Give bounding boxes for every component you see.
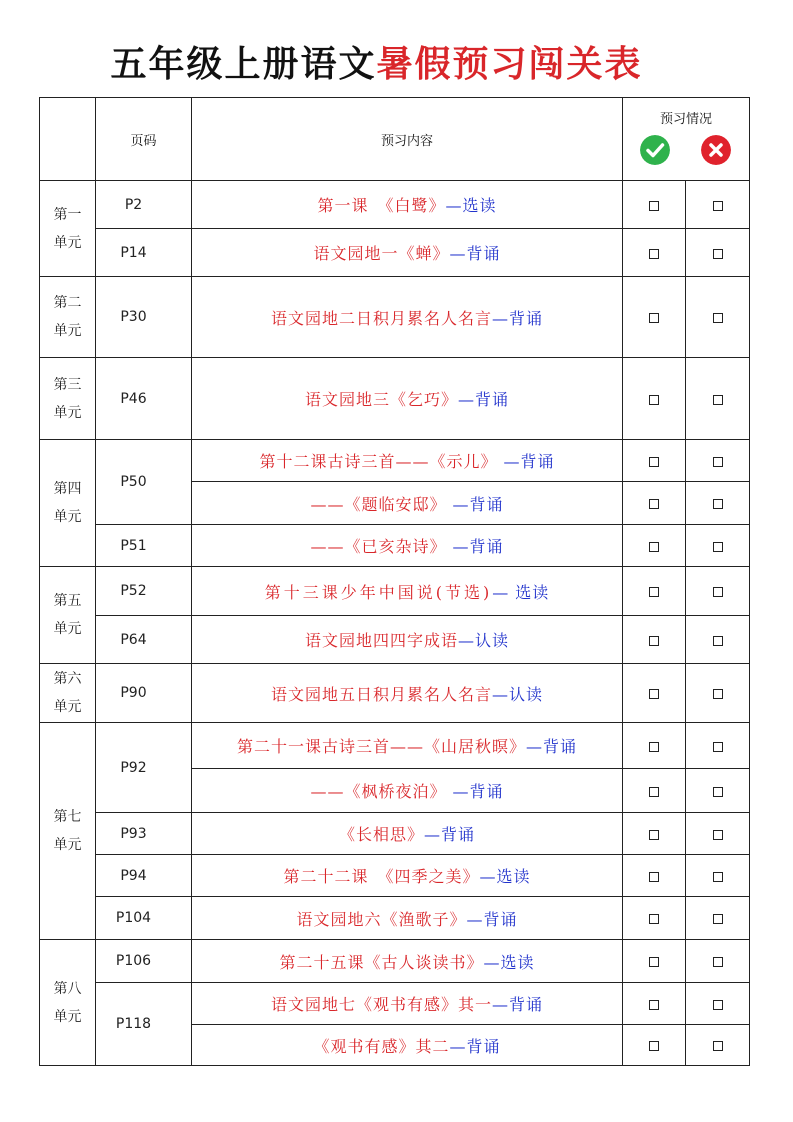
- title-red-part: 暑假预习闯关表: [376, 43, 643, 85]
- unit-label: 第八 单元: [40, 940, 96, 1066]
- table-row: [40, 525, 750, 567]
- not-done-checkbox[interactable]: [686, 358, 750, 440]
- table-row: [40, 664, 750, 723]
- page-number: P14: [96, 229, 192, 277]
- table-row: [40, 897, 750, 940]
- not-done-checkbox[interactable]: [686, 567, 750, 616]
- x-circle-icon: [701, 135, 731, 165]
- page-number: P90: [96, 664, 192, 723]
- not-done-checkbox[interactable]: [686, 440, 750, 482]
- done-checkbox[interactable]: [623, 723, 686, 769]
- status-title: 预习情况: [659, 112, 712, 127]
- table-row: [40, 940, 750, 983]
- not-done-checkbox[interactable]: [686, 664, 750, 723]
- unit-label: 第五 单元: [40, 567, 96, 664]
- preview-content: 第二十二课 《四季之美》—选读: [192, 855, 623, 897]
- preview-content: 第二十一课古诗三首——《山居秋暝》—背诵: [192, 723, 623, 769]
- table-row: [40, 277, 750, 358]
- done-checkbox[interactable]: [623, 229, 686, 277]
- not-done-checkbox[interactable]: [686, 1025, 750, 1066]
- preview-table: [39, 97, 750, 1066]
- not-done-checkbox[interactable]: [686, 855, 750, 897]
- table-row: [40, 567, 750, 616]
- not-done-checkbox[interactable]: [686, 277, 750, 358]
- unit-label: 第一 单元: [40, 181, 96, 277]
- not-done-checkbox[interactable]: [686, 940, 750, 983]
- preview-content: 第十二课古诗三首——《示儿》 —背诵: [192, 440, 623, 482]
- done-checkbox[interactable]: [623, 616, 686, 664]
- table-row: [40, 358, 750, 440]
- page-number: P30: [96, 277, 192, 358]
- unit-label: 第四 单元: [40, 440, 96, 567]
- preview-content: 语文园地五日积月累名人名言—认读: [192, 664, 623, 723]
- done-checkbox[interactable]: [623, 664, 686, 723]
- done-checkbox[interactable]: [623, 855, 686, 897]
- done-checkbox[interactable]: [623, 769, 686, 813]
- page-number: P64: [96, 616, 192, 664]
- not-done-checkbox[interactable]: [686, 813, 750, 855]
- header-content: 预习内容: [192, 98, 623, 181]
- preview-content: 第二十五课《古人谈读书》—选读: [192, 940, 623, 983]
- preview-content: 语文园地六《渔歌子》—背诵: [192, 897, 623, 940]
- page-number: P52: [96, 567, 192, 616]
- preview-content: 第一课 《白鹭》—选读: [192, 181, 623, 229]
- done-checkbox[interactable]: [623, 358, 686, 440]
- preview-content: 《长相思》—背诵: [192, 813, 623, 855]
- title-black-part: 五年级上册语文: [110, 43, 377, 85]
- preview-content: ——《枫桥夜泊》 —背诵: [192, 769, 623, 813]
- preview-content: 语文园地三《乞巧》—背诵: [192, 358, 623, 440]
- preview-content: 语文园地七《观书有感》其一—背诵: [192, 983, 623, 1025]
- not-done-checkbox[interactable]: [686, 482, 750, 525]
- done-checkbox[interactable]: [623, 181, 686, 229]
- page-number: P2: [96, 181, 192, 229]
- header-row: [40, 98, 750, 181]
- preview-content: 《观书有感》其二—背诵: [192, 1025, 623, 1066]
- preview-content: ——《已亥杂诗》 —背诵: [192, 525, 623, 567]
- done-checkbox[interactable]: [623, 567, 686, 616]
- done-checkbox[interactable]: [623, 1025, 686, 1066]
- table-row: [40, 983, 750, 1025]
- done-checkbox[interactable]: [623, 897, 686, 940]
- unit-label: 第七 单元: [40, 723, 96, 940]
- not-done-checkbox[interactable]: [686, 769, 750, 813]
- not-done-checkbox[interactable]: [686, 229, 750, 277]
- page-number: P118: [96, 983, 192, 1066]
- done-checkbox[interactable]: [623, 277, 686, 358]
- preview-content: 第十三课少年中国说(节选)— 选读: [192, 567, 623, 616]
- unit-label: 第三 单元: [40, 358, 96, 440]
- page-number: P50: [96, 440, 192, 525]
- done-checkbox[interactable]: [623, 813, 686, 855]
- table-row: [40, 440, 750, 482]
- preview-content: 语文园地四四字成语—认读: [192, 616, 623, 664]
- done-checkbox[interactable]: [623, 525, 686, 567]
- unit-label: 第二 单元: [40, 277, 96, 358]
- preview-content: 语文园地二日积月累名人名言—背诵: [192, 277, 623, 358]
- page-number: P94: [96, 855, 192, 897]
- not-done-checkbox[interactable]: [686, 897, 750, 940]
- page-title: [0, 36, 753, 87]
- header-page: 页码: [96, 98, 192, 181]
- header-status: [623, 98, 750, 181]
- done-checkbox[interactable]: [623, 440, 686, 482]
- not-done-checkbox[interactable]: [686, 616, 750, 664]
- table-row: [40, 181, 750, 229]
- unit-label: 第六 单元: [40, 664, 96, 723]
- done-checkbox[interactable]: [623, 482, 686, 525]
- table-row: [40, 616, 750, 664]
- page-number: P46: [96, 358, 192, 440]
- preview-content: ——《题临安邸》 —背诵: [192, 482, 623, 525]
- page-number: P92: [96, 723, 192, 813]
- page-number: P93: [96, 813, 192, 855]
- not-done-checkbox[interactable]: [686, 723, 750, 769]
- table-row: [40, 855, 750, 897]
- table-row: [40, 813, 750, 855]
- page-number: P104: [96, 897, 192, 940]
- done-checkbox[interactable]: [623, 983, 686, 1025]
- not-done-checkbox[interactable]: [686, 525, 750, 567]
- table-row: [40, 723, 750, 769]
- preview-content: 语文园地一《蝉》—背诵: [192, 229, 623, 277]
- page-number: P51: [96, 525, 192, 567]
- table-row: [40, 229, 750, 277]
- header-blank: [40, 98, 96, 181]
- not-done-checkbox[interactable]: [686, 983, 750, 1025]
- page-number: P106: [96, 940, 192, 983]
- not-done-checkbox[interactable]: [686, 181, 750, 229]
- check-circle-icon: [640, 135, 670, 165]
- done-checkbox[interactable]: [623, 940, 686, 983]
